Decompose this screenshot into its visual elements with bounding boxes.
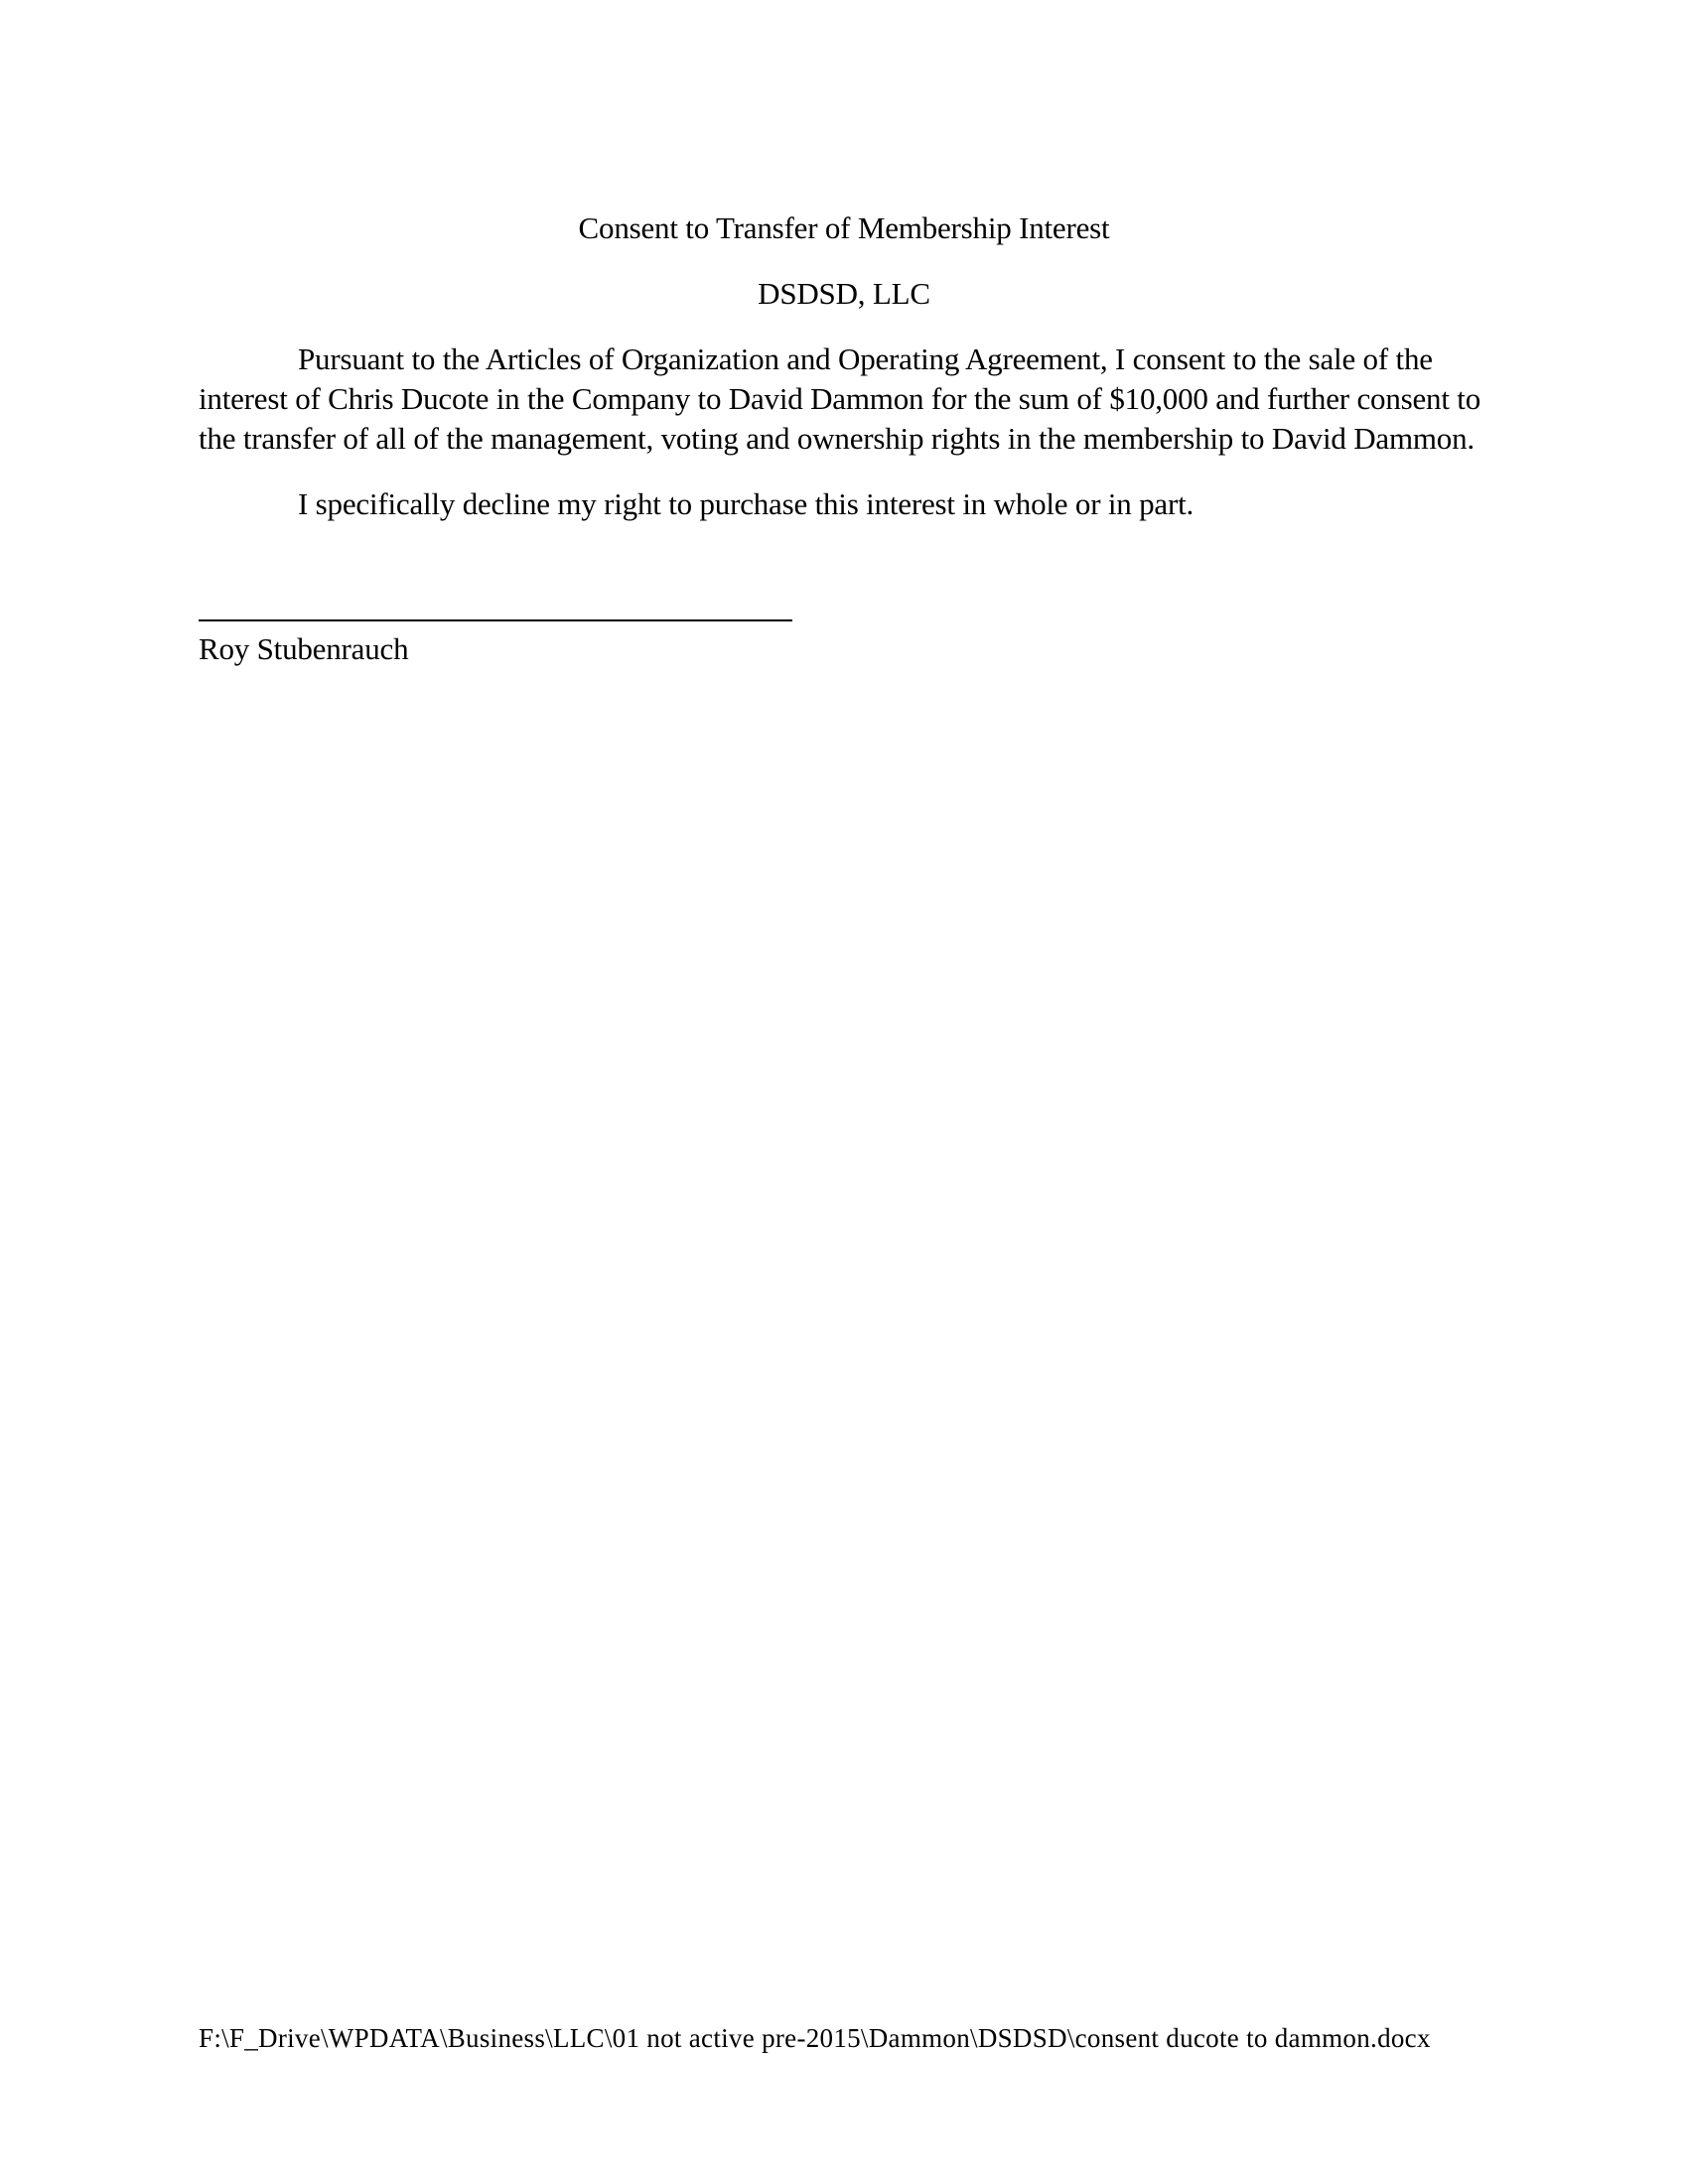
document-title: Consent to Transfer of Membership Interest [578,210,1110,245]
company-name: DSDSD, LLC [758,276,930,311]
paragraph-decline: I specifically decline my right to purchase this interest in whole or in part. [298,486,1195,521]
paragraph-consent: Pursuant to the Articles of Organization and Operating Agreement, I consent to the sale of the interest of Chris Ducote in the Company to David Dammon for the sum of $10,000 and further consent to the transfer of all of the management, voting and ownership rights in the membership to David Dammon. [199,341,1481,456]
document-content [199,208,1489,669]
file-path-footer: F:\F_Drive\WPDATA\Business\LLC\01 not active pre-2015\Dammon\DSDSD\consent ducote to dammon.docx [199,2023,1431,2053]
signature-line [199,619,792,621]
signer-name: Roy Stubenrauch [199,631,409,666]
